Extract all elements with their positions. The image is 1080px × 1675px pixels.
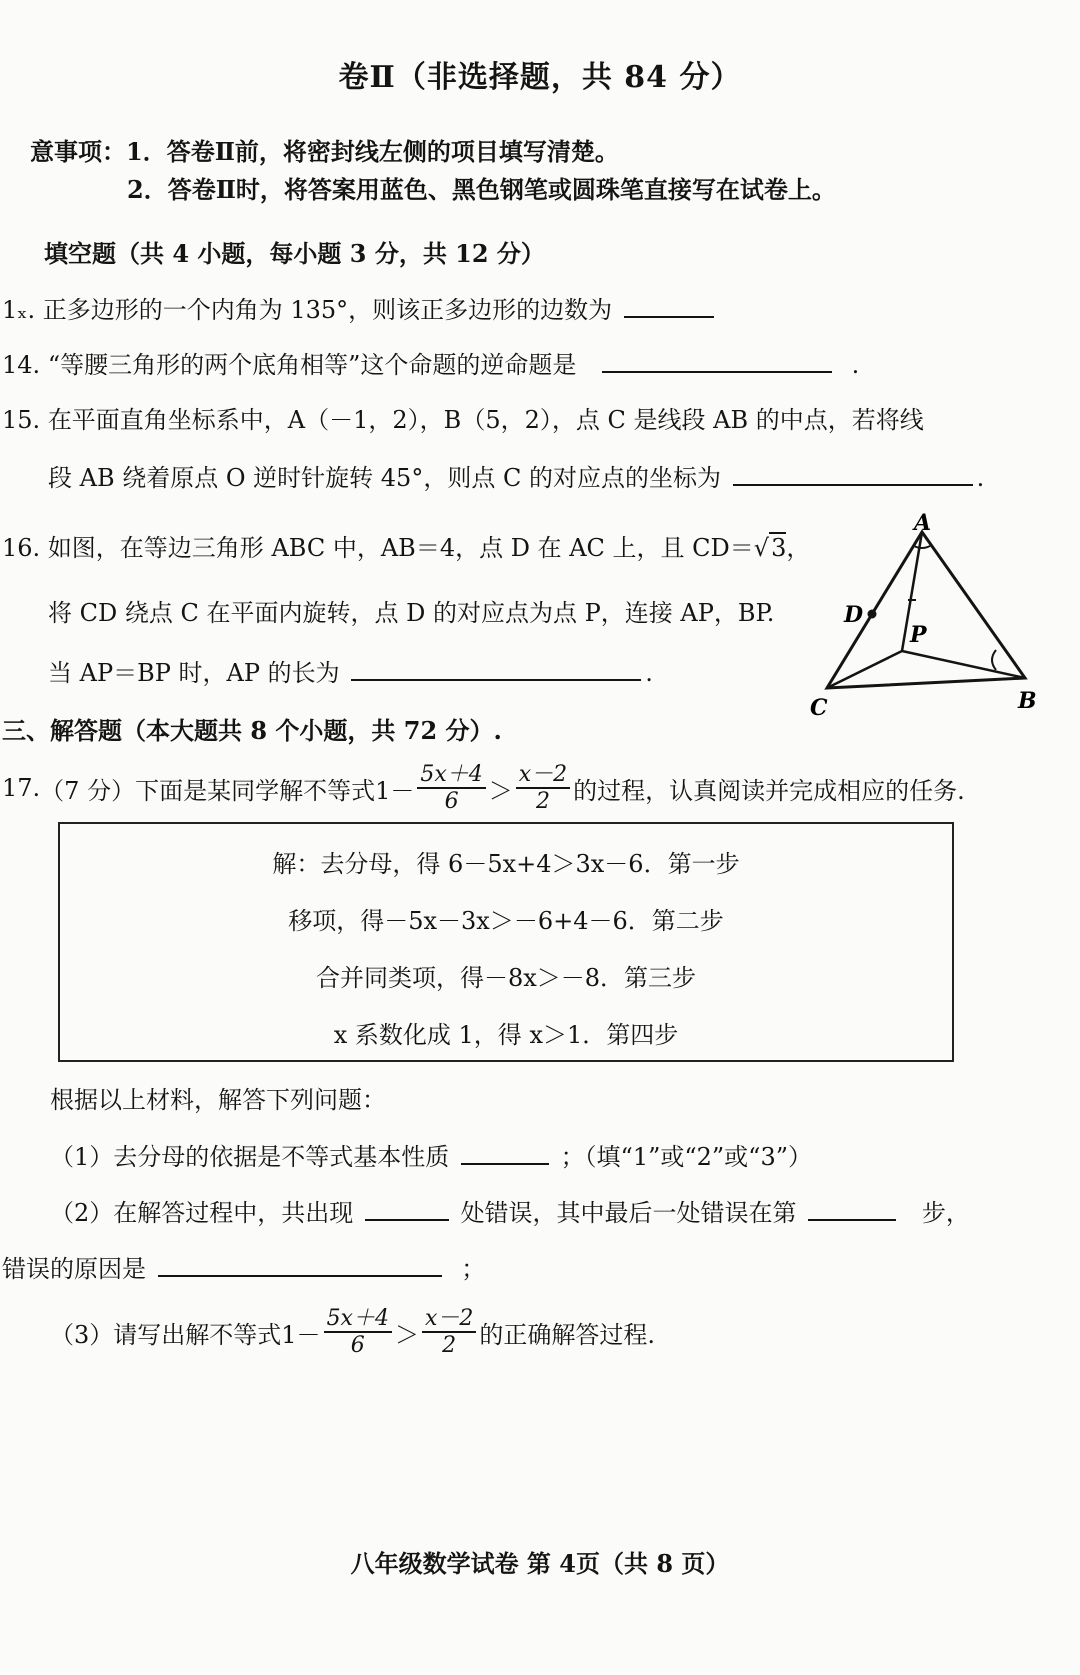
note-1: 1．答卷Ⅱ前，将密封线左侧的项目填写清楚。 — [126, 137, 619, 166]
fraction-2-numerator: x－2 — [516, 762, 570, 789]
label-p: P — [910, 622, 927, 648]
answer-blank-task-1[interactable] — [461, 1162, 549, 1165]
task-3-fraction-2 — [422, 1306, 476, 1359]
question-17 — [2, 762, 965, 815]
question-15-text-1: 在平面直角坐标系中，A（－1，2），B（5，2），点 C 是线段 AB 的中点，若将线 — [47, 406, 924, 434]
answer-blank-15[interactable] — [733, 483, 973, 486]
notes-label: 意事项： — [30, 137, 126, 166]
task-2-text-a: （2）在解答过程中，共出现 — [50, 1199, 354, 1227]
answer-blank-16[interactable] — [351, 678, 641, 681]
question-15-line-2 — [48, 458, 984, 493]
task-1-text: （1）去分母的依据是不等式基本性质 — [50, 1143, 450, 1171]
answer-blank-task-2-count[interactable] — [365, 1218, 449, 1221]
question-16-text-2: 将 CD 绕点 C 在平面内旋转，点 D 的对应点为点 P，连接 AP，BP. — [48, 599, 775, 627]
question-15-number: 15. — [2, 406, 41, 434]
question-17-points: （7 分）下面是某同学解不等式 — [40, 776, 376, 805]
task-3-fraction-1-numerator: 5x＋4 — [324, 1306, 392, 1333]
solution-step-3: 合并同类项，得－8x＞－8．第三步 — [315, 964, 697, 992]
task-1 — [50, 1137, 812, 1172]
solution-step-1: 解：去分母，得 6－5x+4＞3x－6．第一步 — [272, 850, 740, 878]
section-fill-blank-title: 填空题（共 4 小题，每小题 3 分，共 12 分） — [44, 239, 545, 268]
label-a: A — [914, 510, 932, 536]
task-2-text-b: 处错误，其中最后一处错误在第 — [460, 1199, 797, 1227]
task-2-line-1 — [50, 1193, 970, 1228]
solution-box — [58, 822, 954, 1062]
note-2: 2．答卷Ⅱ时，将答案用蓝色、黑色钢笔或圆珠笔直接写在试卷上。 — [127, 175, 836, 204]
triangle-figure — [810, 510, 1040, 725]
task-3 — [50, 1306, 655, 1359]
notes-line-1 — [30, 132, 619, 167]
angle-mark-b — [992, 650, 996, 670]
question-16-text-3: 当 AP＝BP 时，AP 的长为 — [48, 659, 340, 687]
solution-step-4: x 系数化成 1，得 x＞1．第四步 — [333, 1021, 679, 1049]
question-14-number: 14. — [2, 351, 41, 379]
label-c: C — [810, 695, 828, 721]
answer-blank-14[interactable] — [602, 370, 832, 373]
task-3-text-b: 的正确解答过程. — [479, 1320, 656, 1349]
question-16-text-1: 如图，在等边三角形 ABC 中，AB＝4，点 D 在 AC 上，且 CD＝ — [47, 534, 754, 562]
task-3-text-a: （3）请写出解不等式 — [50, 1320, 282, 1349]
task-2-text-c: 步， — [921, 1199, 970, 1227]
answer-blank-task-2-reason[interactable] — [158, 1274, 442, 1277]
label-b: B — [1018, 688, 1037, 714]
point-d — [868, 610, 877, 619]
task-3-fraction-2-denominator: 2 — [442, 1333, 457, 1359]
sqrt-value: 3 — [771, 534, 787, 562]
question-13-text: 正多边形的一个内角为 135°，则该正多边形的边数为 — [42, 296, 613, 324]
question-15-text-2: 段 AB 绕着原点 O 逆时针旋转 45°，则点 C 的对应点的坐标为 — [48, 464, 721, 492]
question-15-end: . — [976, 464, 985, 492]
fraction-1-numerator: 5x＋4 — [417, 762, 485, 789]
question-16-line-3 — [48, 653, 653, 688]
question-13-number: 1ₓ. — [2, 296, 36, 324]
fraction-2 — [516, 762, 570, 815]
question-14-end: . — [851, 351, 860, 379]
page-title: 卷Ⅱ（非选择题，共 84 分） — [338, 60, 742, 95]
label-d: D — [844, 602, 864, 628]
greater-than: ＞ — [488, 776, 513, 805]
fraction-1-denominator: 6 — [444, 789, 459, 815]
question-17-one: 1－ — [375, 776, 415, 805]
question-16-end: . — [645, 659, 653, 687]
fraction-1 — [417, 762, 485, 815]
fraction-2-denominator: 2 — [535, 789, 550, 815]
task-3-fraction-1-denominator: 6 — [350, 1333, 365, 1359]
task-2-text-e: ； — [461, 1255, 486, 1283]
page-footer: 八年级数学试卷 第 4页（共 8 页） — [350, 1549, 730, 1578]
tasks-intro: 根据以上材料，解答下列问题： — [50, 1086, 386, 1114]
task-3-one: 1－ — [281, 1320, 321, 1349]
task-3-fraction-1 — [324, 1306, 392, 1359]
task-3-fraction-2-numerator: x－2 — [422, 1306, 476, 1333]
segment-bp — [902, 651, 1025, 678]
task-3-greater-than: ＞ — [394, 1320, 419, 1349]
question-17-number: 17. — [2, 774, 41, 803]
answer-blank-13[interactable] — [624, 315, 714, 318]
answer-blank-task-2-step[interactable] — [808, 1218, 896, 1221]
angle-mark-a — [914, 546, 930, 548]
section-answer-title: 三、解答题（本大题共 8 个小题，共 72 分）. — [2, 716, 502, 745]
task-2-text-d: 错误的原因是 — [2, 1255, 146, 1283]
question-17-tail: 的过程，认真阅读并完成相应的任务. — [573, 776, 965, 805]
task-2-line-2 — [2, 1249, 485, 1284]
sqrt-symbol: √ — [753, 534, 770, 562]
question-16-number: 16. — [2, 534, 41, 562]
question-15-line-1 — [2, 400, 924, 435]
question-14-text: “等腰三角形的两个底角相等”这个命题的逆命题是 — [47, 351, 577, 379]
question-14 — [2, 345, 859, 380]
solution-step-2: 移项，得－5x－3x＞－6+4－6．第二步 — [288, 907, 724, 935]
question-16-line-1 — [2, 528, 810, 563]
task-1-hint: ；（填“1”或“2”或“3”） — [560, 1143, 812, 1171]
question-16-comma: ， — [786, 534, 811, 562]
question-13 — [2, 290, 718, 325]
